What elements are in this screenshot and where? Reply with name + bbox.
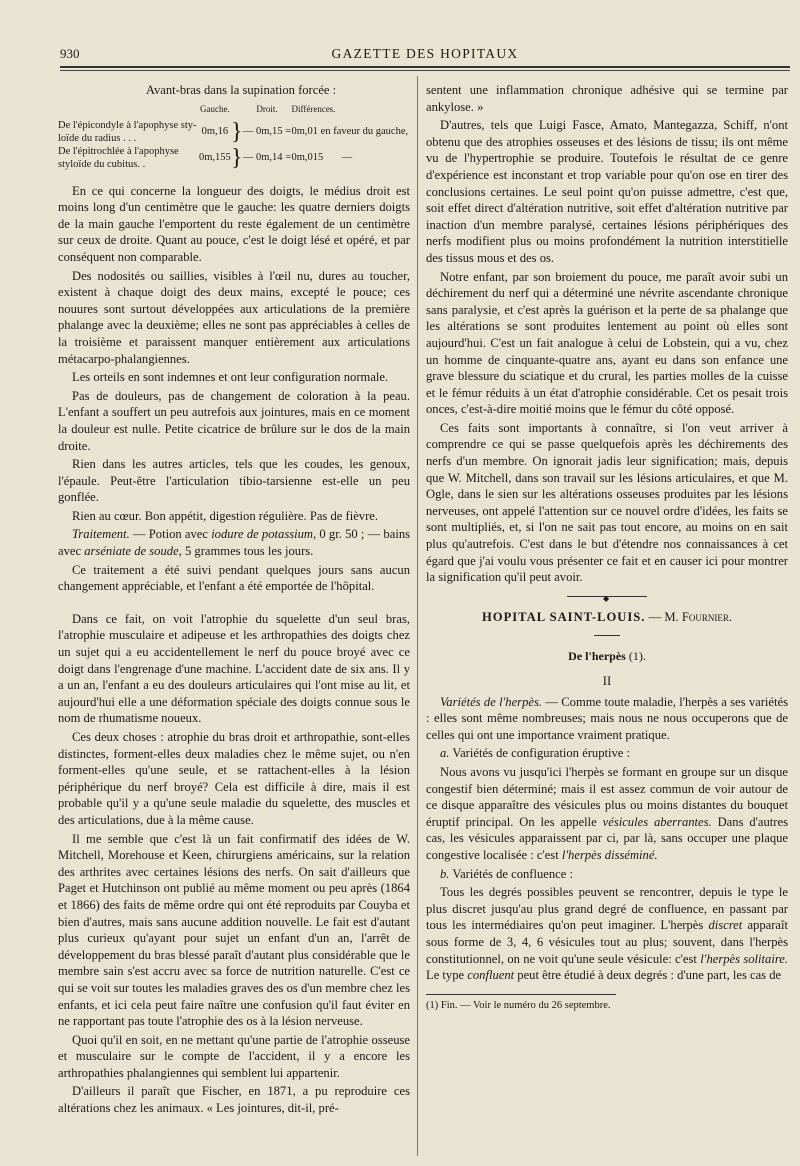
header-rule-thick [60,66,790,68]
footnote: (1) Fin. — Voir le numéro du 26 septembre. [426,999,611,1011]
text-run: Variétés de configuration éruptive : [449,746,631,761]
item-label: b. [440,866,450,881]
italic-run: Variétés de l'herpès. [440,694,543,709]
section-number: II [602,674,612,688]
row1-label-a: De l'épicondyle à l'apophyse sty- [58,119,197,131]
col-gauche-header: Gauche. [199,103,230,114]
short-rule [594,635,620,636]
italic-run: l'herpès solitaire. [700,951,789,966]
section-title [426,648,788,665]
measurements-header-row [58,103,410,119]
item-label: a. [440,746,450,761]
paragraph: Rien dans les autres articles, tels que les coudes, les genoux, l'épaule. Peut-être l'articulation tibio-tarsienne est-elle un peu gonflée. [58,457,410,505]
subheading-b [426,866,788,883]
row1-left-value: 0m,16 [201,126,229,138]
column-separator [417,76,418,1156]
text-run: — Comme toute maladie, l'herpès a ses variétés : elles sont même nombreuses; mais nous ne nous occuperons que de celles qui ont une importance vraiment pratique. [426,694,789,742]
paragraph: Pas de douleurs, pas de changement de coloration à la peau. L'enfant a souffert un peu autrefois aux jointures, mais en ce moment la douleur est nulle. Petite cicatrice de brûlure sur le dos de la main droite. [58,388,410,453]
paragraph: Dans ce fait, on voit l'atrophie du squelette d'un seul bras, l'atrophie musculaire et adipeuse et les arthropathies des doigts chez un sujet qui a eu accidentellement le nerf du pouce broyé avec ce doigt dans l'engrenage d'une machine. L'accident date de six ans. Il y a un an, l'enfant a eu des douleurs articulaires qui l'ont mise au lit, et aujourd'hui elle a une déformation spéciale des doigts connue sous le nom de rhumatisme noueux. [58,611,410,726]
text-run: Tous les degrés possibles peuvent se rencontrer, depuis le type le plus discret jusqu'au plus grand degré de confluence, en passant par tous les intermédiaires qu'on peut imaginer. L'herpès [426,885,788,933]
paragraph: Il me semble que c'est là un fait confirmatif des idées de W. Mitchell, Morehouse et Keen, chirurgiens américains, sur la relation des arthrites avec certaines lésions des nerfs. On sait d'ailleurs que Paget et Hutchinson ont publié au même moment ou peu après (1864 et 1866) des faits de même ordre qui ont été reproduits par Couyba et bien d'autres, mais sans aucune addition nouvelle. Le fait est d'autant plus curieux qu'ayant pour sujet un enfant d'un an, l'arrêt de développement du bras blessé paraît d'autant plus considérable que le membre sain s'est accru avec sa force de nutrition naturelle. C'est ce qui se voit sur toutes les maladies graves des os d'un membre chez les enfants, et ici cela peut faire naître une confusion qu'il faut éviter en ne rapportant pas toute l'atrophie des os à la lésion nerveuse. [58,831,410,1029]
text-run: Variétés de confluence : [449,866,574,881]
paragraph: D'autres, tels que Luigi Fasce, Amato, Mantegazza, Schiff, n'ont obtenu que des atrophies osseuses et des lésions de tissu; ils ont même vu de l'hypertrophie se produire. Toutefois le résultat de ce genre d'expérience est inconstant et trop variable pour qu'on ose en tirer des conclusions certaines. Le seul point qu'on puisse admettre, c'est que, soit effet direct d'altération nutritive, soit effet d'altération nutritive par inaction d'un membre paralysé, certaines lésions périphériques des nerfs modifient plus ou moins profondément la nutrition interstitielle des tissus mous et des os. [426,118,788,265]
row2-left-value: 0m,155 [198,152,231,164]
hospital-name: HOPITAL SAINT-LOUIS. [481,609,646,624]
row2-note: — [341,152,353,164]
header-rule-thin [60,70,790,71]
hospital-heading [426,609,788,626]
page-number: 930 [60,46,80,61]
text-run: 0 gr. 50 ; — bains avec [58,527,411,559]
paragraph: Ces faits sont importants à connaître, si l'on veut arriver à comprendre ce qui se passe quelquefois après les déchirements des nerfs d'un membre. On ignorait jadis leur signification; mais, depuis que W. Mitchell, dans son travail sur les lésions articulaires, et que M. Ogle, dans le sien sur les altérations osseuses produites par les lésions nerveuses, ont appelé l'attention sur ce nouvel ordre d'idées, les faits se sont multipliés, et, si l'on ne sait pas tout encore, au moins on en sait plus qu'autrefois. C'est dans le but d'étendre nos connaissances à cet égard que j'ai voulu vous présenter ce fait et en causer ici pour montrer la signification qu'il peut avoir. [426,420,788,585]
paragraph [426,884,788,984]
spacer [58,597,410,611]
paragraph: Les orteils en sont indemnes et ont leur configuration normale. [72,370,389,385]
paragraph: Des nodosités ou saillies, visibles à l'œil nu, dures au toucher, existent à chaque doigt des deux mains, excepté le pouce; ces nouures sont surtout développées aux articulations de la première phalange avec la deuxième; elles ne sont pas appréciables à celles de la troisième et paraissent manquer entièrement aux articulations métacarpo-phalangiennes. [58,268,410,366]
paragraph: En ce qui concerne la longueur des doigts, le médius droit est moins long d'un centimètre que le gauche: les quatre derniers doigts de la main gauche l'emportent du reste également de un centimètre sur ceux de droite. Quant au pouce, c'est le doigt lésé et opéré, et par conséquent non comparable. [58,183,410,264]
paragraph: Notre enfant, par son broiement du pouce, me paraît avoir subi un déchirement du nerf qui a déterminé une névrite ascendante chronique sans paralysie, et c'est après la guérison et la perte de sa phalange que les altérations se sont produites lentement au point où elles sont aujourd'hui. C'est un fait analogue à celui de Lobstein, qui a vu, chez un homme de cinquante-quatre ans, ayant eu dans son enfance une grave blessure du sciatique et du crural, les parties molles de la cuisse et le fémur réduits à un état d'atrophie considérable. Cet os pesait trois onces, c'est-à-dire moitié moins que le fémur du côté opposé. [426,269,788,417]
page-header [60,46,790,66]
footnote-ref: (1). [625,649,646,664]
paragraph [426,764,788,864]
measurements-heading: Avant-bras dans la supination forcée : [145,83,337,97]
text-run: peut être étudié à deux degrés : d'une part, les cas de [514,968,782,983]
row1-right-value: 0m,15 [256,126,283,138]
text-run: — Potion avec [129,527,212,542]
italic-run: discret [708,918,743,933]
row1-label-b: loïde du radius . . . [58,132,137,144]
col-diff-header: Différences. [291,103,336,114]
text-run: apparaît sous forme de 3, 4, 6 vésicules tout au plus; souvent, dans l'herpès constitutionnel, on ne voit qu'une seule vésicule: c'est [426,918,788,966]
text-run: Dans d'autres cas, les vésicules apparaissent par ci, par là, sans occuper une plaque congestive localisée : c'est [426,814,788,862]
text-run: Nous avons vu jusqu'ici l'herpès se formant en groupe sur un disque congestif bien déterminé; mais il est assez commun de voir autour de ce disque apparaître des vésicules plus ou moins distantes du bouquet éruptif principal. On les appelle [426,764,788,829]
italic-run: l'herpès disséminé. [561,847,658,862]
text-run: 5 grammes tous les jours. [181,544,314,559]
separator-diamond-icon: ◆ [603,593,610,603]
section-title-text: De l'herpès [568,649,626,664]
row2-brace: } [230,144,243,171]
paragraph: Ce traitement a été suivi pendant quelques jours sans aucun changement appréciable, et l'enfant a été emportée de l'hôpital. [58,562,410,594]
paragraph: D'ailleurs il paraît que Fischer, en 1871, a pu reproduire ces altérations chez les animaux. « Les jointures, dit-il, pré- [58,1084,410,1116]
text-run: Le type [426,968,468,983]
row2-label-b: styloïde du cubitus. . [58,158,146,170]
right-column [426,82,788,1015]
row1-brace: } [230,118,243,145]
row2-label-a: De l'épitrochlée à l'apophyse [58,145,179,157]
varieties-paragraph [426,694,788,744]
paragraph: Quoi qu'il en soit, en ne mettant qu'une partie de l'atrophie osseuse et musculaire sur le compte de l'accident, il y a encore les arthropathies phalangiennes qui semblent lui appartenir. [58,1032,410,1080]
italic-run: vésicules aberrantes. [602,814,712,829]
left-column [58,82,410,1119]
journal-title: GAZETTE DES HOPITAUX [331,46,519,61]
treatment-label: Traitement. [72,527,130,542]
footnote-rule [426,994,616,995]
measurement-row-2: De l'épitrochlée à l'apophyse styloïde du cubitus. . 0m,155 } — 0m,14 = 0m,015 — [58,144,353,171]
measurement-row-1: De l'épicondyle à l'apophyse sty- loïde du radius . . . 0m,16 } — 0m,15 = 0m,01 en faveur du gauche, [58,118,409,145]
row2-difference: 0m,015 [291,152,324,164]
paragraph: Rien au cœur. Bon appétit, digestion régulière. Pas de fièvre. [72,508,379,523]
measurements-table [58,103,410,171]
paragraph: Ces deux choses : atrophie du bras droit et arthropathie, sont-elles distinctes, forment-elles deux maladies chez le même sujet, ou n'en forment-elles qu'une seule, et se rattachent-elles à la lésion périphérique du nerf broyé? Cela est difficile à dire, mais il est probable qu'il y a qu'une seule maladie du squelette, des muscles et des articulations, due à la même cause. [58,730,410,827]
row2-right-value: 0m,14 [256,152,283,164]
subheading-a [426,745,788,762]
drug-name: iodure de potassium, [211,527,317,542]
text-run: — M. [645,609,682,624]
doctor-name: Fournier. [681,609,733,624]
drug-name: arséniate de soude, [84,544,182,559]
italic-run: confluent [467,968,515,983]
article-separator [567,593,647,603]
col-droit-header: Droit. [256,103,278,114]
treatment-paragraph [58,526,410,559]
paragraph: sentent une inflammation chronique adhésive qui se termine par ankylose. » [426,83,788,114]
row1-difference: 0m,01 en faveur du gauche, [291,126,409,138]
